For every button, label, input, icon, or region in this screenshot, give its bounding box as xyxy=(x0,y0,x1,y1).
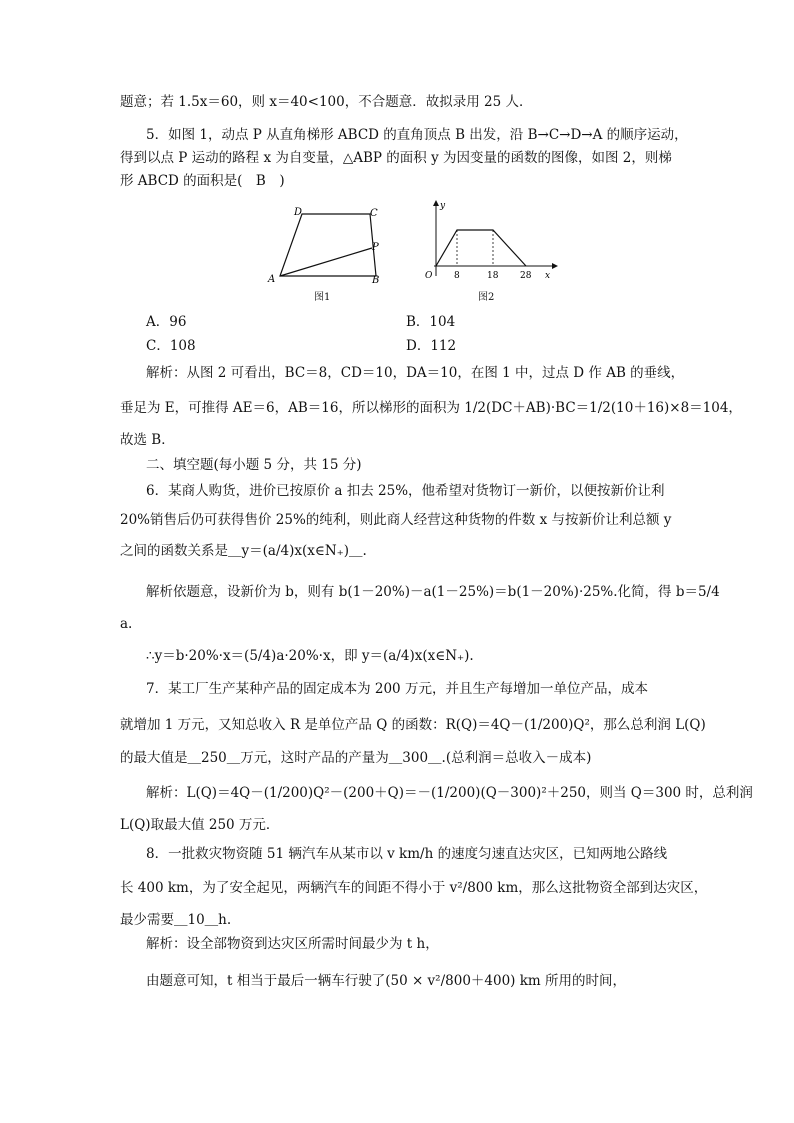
figure-2-caption: 图2 xyxy=(478,292,495,303)
option-b: B．104 xyxy=(406,314,456,330)
question-8-line-1: 8．一批救灾物资随 51 辆汽车从某市以 v km/h 的速度匀速直达灾区，已知两地公路线 xyxy=(146,846,668,862)
option-a: A．96 xyxy=(146,314,187,330)
figure-2-graph xyxy=(420,198,560,284)
segment-ap xyxy=(280,248,372,276)
option-d: D．112 xyxy=(406,338,457,354)
q6-analysis-line-3: ∴y＝b·20%·x＝(5/4)a·20%·x，即 y＝(a/4)x(x∈N₊). xyxy=(146,648,474,664)
question-5-line-1: 5．如图 1，动点 P 从直角梯形 ABCD 的直角顶点 B 出发，沿 B→C→D→A 的顺序运动， xyxy=(146,127,688,143)
question-7-line-1: 7．某工厂生产某种产品的固定成本为 200 万元，并且生产每增加一单位产品，成本 xyxy=(146,681,648,697)
text-line-1: 题意；若 1.5x＝60，则 x＝40<100，不合题意．故拟录用 25 人． xyxy=(120,94,533,110)
tick-8: 8 xyxy=(454,271,460,281)
y-axis-label: y xyxy=(440,201,446,211)
label-a: A xyxy=(268,274,276,285)
x-axis-label: x xyxy=(545,271,551,281)
q5-analysis-line-3: 故选 B． xyxy=(120,432,175,448)
tick-28: 28 xyxy=(520,271,532,281)
q7-analysis-line-1: 解析：L(Q)＝4Q－(1/200)Q²－(200＋Q)＝－(1/200)(Q－300)²＋250，则当 Q＝300 时，总利润 xyxy=(146,785,753,801)
figure-1-trapezoid xyxy=(262,200,392,300)
question-5-line-3: 形 ABCD 的面积是( B ) xyxy=(120,173,285,189)
question-8-line-3: 最少需要＿10＿h. xyxy=(120,912,232,928)
question-6-line-2: 20%销售后仍可获得售价 25%的纯利，则此商人经营这种货物的件数 x 与按新价让利总额 y xyxy=(120,512,672,528)
y-axis-arrow xyxy=(433,200,439,206)
q8-analysis-line-1: 解析：设全部物资到达灾区所需时间最少为 t h， xyxy=(146,936,439,952)
origin-label: O xyxy=(425,271,433,281)
option-c: C．108 xyxy=(146,338,196,354)
question-7-line-3: 的最大值是＿250＿万元，这时产品的产量为＿300＿.(总利润＝总收入－成本) xyxy=(120,750,592,766)
question-7-line-2: 就增加 1 万元，又知总收入 R 是单位产品 Q 的函数：R(Q)＝4Q－(1/200)Q²，那么总利润 L(Q) xyxy=(120,717,706,733)
label-b: B xyxy=(372,275,380,286)
figure-1-caption: 图1 xyxy=(314,292,331,303)
section-heading-fill-blank: 二、填空题(每小题 5 分，共 15 分) xyxy=(146,457,362,473)
q5-analysis-line-2: 垂足为 E，可推得 AE＝6，AB＝16，所以梯形的面积为 1/2(DC＋AB)·BC＝1/2(10＋16)×8＝104， xyxy=(120,400,742,416)
question-6-line-1: 6．某商人购货，进价已按原价 a 扣去 25%，他希望对货物订一新价，以便按新价让利 xyxy=(146,483,665,499)
label-d: D xyxy=(294,207,303,218)
q6-analysis-line-1: 解析依题意，设新价为 b，则有 b(1－20%)－a(1－25%)＝b(1－20%)·25%.化简，得 b＝5/4 xyxy=(146,584,720,600)
tick-18: 18 xyxy=(487,271,499,281)
trapezoid-shape xyxy=(280,214,376,276)
q6-analysis-line-2: a. xyxy=(120,616,133,632)
x-axis-arrow xyxy=(552,263,558,269)
q5-analysis-line-1: 解析：从图 2 可看出，BC＝8，CD＝10，DA＝10，在图 1 中，过点 D 作 AB 的垂线， xyxy=(146,365,685,381)
question-8-line-2: 长 400 km，为了安全起见，两辆汽车的间距不得小于 v²/800 km，那么这批物资全部到达灾区， xyxy=(120,880,708,896)
function-curve xyxy=(436,230,526,266)
label-p: P xyxy=(372,242,379,253)
question-6-line-3: 之间的函数关系是＿y＝(a/4)x(x∈N₊)＿. xyxy=(120,543,367,559)
label-c: C xyxy=(370,208,378,219)
q8-analysis-line-2: 由题意可知，t 相当于最后一辆车行驶了(50 × v²/800＋400) km 所用的时间， xyxy=(146,973,627,989)
q7-analysis-line-2: L(Q)取最大值 250 万元． xyxy=(120,817,280,833)
question-5-line-2: 得到以点 P 运动的路程 x 为自变量，△ABP 的面积 y 为因变量的函数的图像，如图 2，则梯 xyxy=(120,150,672,166)
